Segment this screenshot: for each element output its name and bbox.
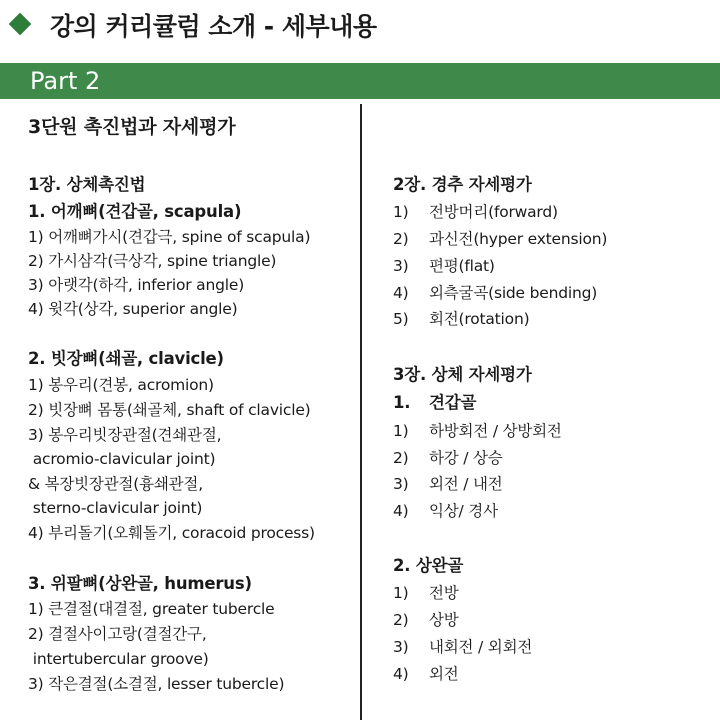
chapter-title: 3장. 상체 자세평가 bbox=[393, 365, 532, 384]
chapter-title: 1장. 상체촉진법 bbox=[28, 175, 146, 194]
section-title: 3. 위팔뼈(상완골, humerus) bbox=[28, 574, 252, 593]
part-label: Part 2 bbox=[30, 67, 101, 95]
list-item: 2) 과신전(hyper extension) bbox=[393, 230, 608, 248]
list-item: 4) 익상/ 경사 bbox=[393, 502, 498, 520]
list-item: 2) 상방 bbox=[393, 611, 459, 629]
list-item: 1) 봉우리(견봉, acromion) bbox=[28, 376, 214, 394]
list-item: 5) 회전(rotation) bbox=[393, 310, 530, 328]
list-item: 2) 빗장뼈 몸통(쇄골체, shaft of clavicle) bbox=[28, 401, 311, 419]
list-item: 1) 전방 bbox=[393, 584, 459, 602]
section-title: 2. 상완골 bbox=[393, 556, 464, 575]
list-item: 1) 큰결절(대결절, greater tubercle bbox=[28, 600, 275, 618]
list-item: sterno-clavicular joint) bbox=[28, 499, 203, 517]
section-title: 2. 빗장뼈(쇄골, clavicle) bbox=[28, 349, 224, 368]
list-item: 1) 하방회전 / 상방회전 bbox=[393, 422, 562, 440]
list-item: & 복장빗장관절(흉쇄관절, bbox=[28, 475, 203, 493]
list-item: 3) 아랫각(하각, inferior angle) bbox=[28, 276, 245, 294]
list-item: acromio-clavicular joint) bbox=[28, 450, 216, 468]
diamond-bullet-icon bbox=[9, 13, 32, 36]
list-item: 2) 하강 / 상승 bbox=[393, 449, 503, 467]
list-item: 3) 내회전 / 외회전 bbox=[393, 638, 533, 656]
header bbox=[0, 0, 720, 60]
list-item: 4) 외전 bbox=[393, 665, 459, 683]
list-item: 2) 가시삼각(극상각, spine triangle) bbox=[28, 252, 277, 270]
section-title: 1. 어깨뼈(견갑골, scapula) bbox=[28, 202, 242, 221]
list-item: 1) 전방머리(forward) bbox=[393, 203, 558, 221]
list-item: 1) 어깨뼈가시(견갑극, spine of scapula) bbox=[28, 228, 311, 246]
page-title: 강의 커리큘럼 소개 - 세부내용 bbox=[50, 12, 377, 41]
list-item: 4) 외측굴곡(side bending) bbox=[393, 284, 598, 302]
list-item: 3) 작은결절(소결절, lesser tubercle) bbox=[28, 675, 285, 693]
part-banner bbox=[0, 63, 720, 99]
list-item: 4) 윗각(상각, superior angle) bbox=[28, 300, 238, 318]
chapter-title: 2장. 경추 자세평가 bbox=[393, 175, 532, 194]
list-item: 3) 외전 / 내전 bbox=[393, 475, 503, 493]
list-item: 3) 편평(flat) bbox=[393, 257, 495, 275]
list-item: intertubercular groove) bbox=[28, 650, 209, 668]
unit-title: 3단원 촉진법과 자세평가 bbox=[28, 116, 236, 138]
list-item: 2) 결절사이고랑(결절간구, bbox=[28, 625, 207, 643]
column-divider bbox=[360, 104, 362, 720]
section-title: 1. 견갑골 bbox=[393, 393, 477, 412]
list-item: 3) 봉우리빗장관절(견쇄관절, bbox=[28, 426, 222, 444]
list-item: 4) 부리돌기(오훼돌기, coracoid process) bbox=[28, 524, 315, 542]
